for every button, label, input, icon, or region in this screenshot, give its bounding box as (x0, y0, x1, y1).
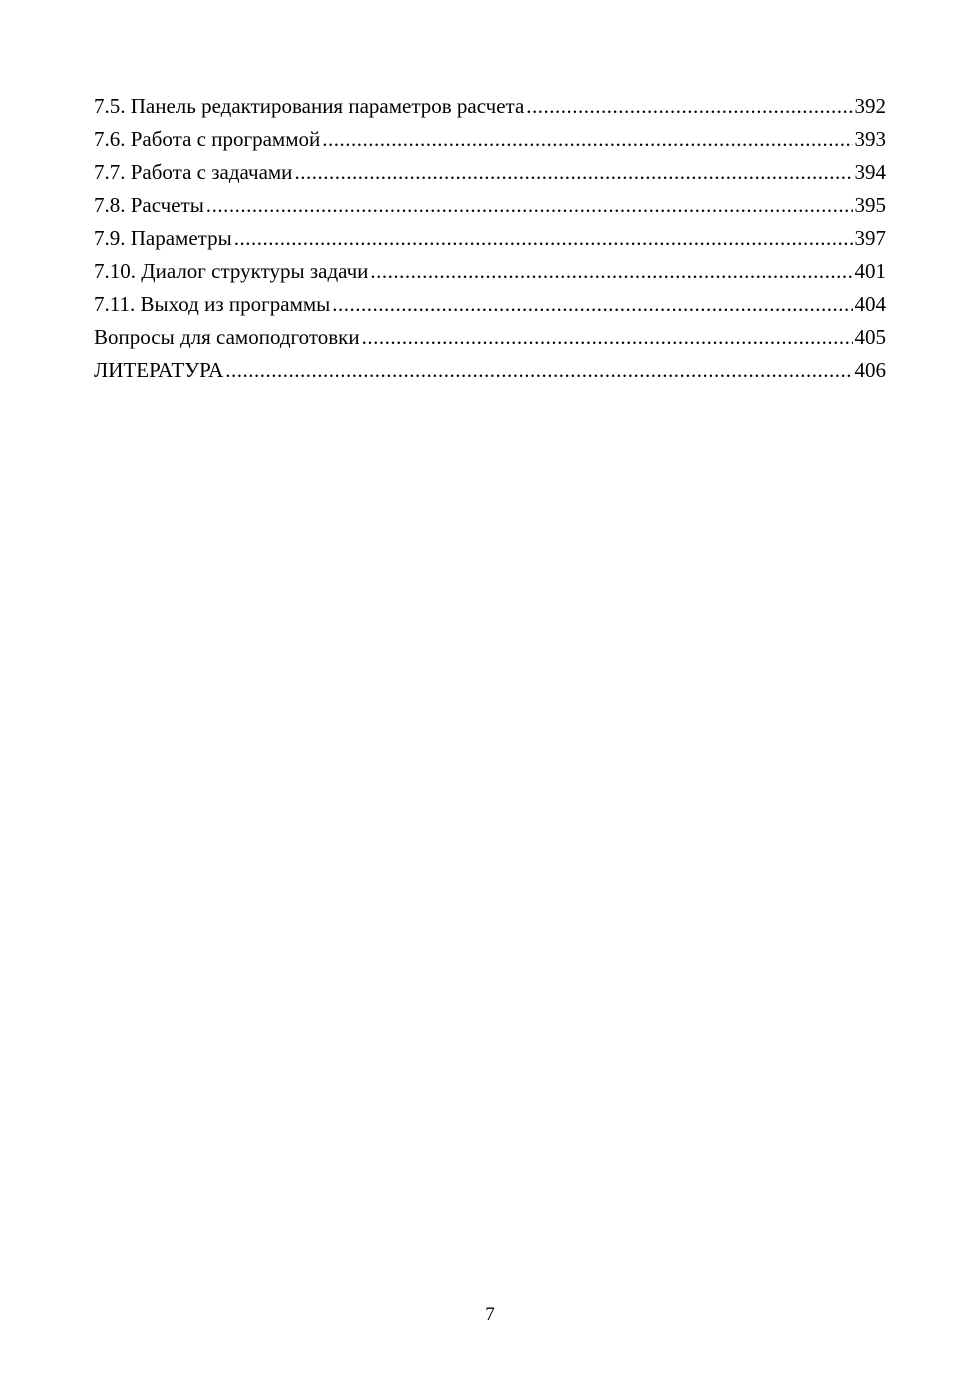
toc-entry-title: 7.10. Диалог структуры задачи (94, 259, 369, 283)
toc-entry[interactable] (94, 189, 886, 222)
toc-entry[interactable] (94, 156, 886, 189)
toc-entry[interactable] (94, 288, 886, 321)
toc-entry-page: 404 (854, 292, 886, 316)
toc-entry-title: ЛИТЕРАТУРА (94, 358, 224, 382)
page-number: 7 (485, 1304, 495, 1325)
toc-entry[interactable] (94, 321, 886, 354)
toc-dot-leader (206, 189, 853, 222)
toc-dot-leader (234, 222, 853, 255)
toc-entry-page: 395 (854, 193, 886, 217)
toc-entry-title: 7.6. Работа с программой (94, 127, 321, 151)
toc-dot-leader (322, 123, 852, 156)
toc-entry[interactable] (94, 354, 886, 387)
toc-entry-page: 392 (854, 94, 886, 118)
toc-entry-title: 7.8. Расчеты (94, 193, 204, 217)
toc-entry-page: 397 (854, 226, 886, 250)
toc-entry-title: 7.11. Выход из программы (94, 292, 331, 316)
toc-entry-page: 394 (854, 160, 886, 184)
toc-dot-leader (225, 354, 852, 387)
toc-entry-title: Вопросы для самоподготовки (94, 325, 360, 349)
toc-entry-page: 393 (854, 127, 886, 151)
toc-dot-leader (332, 288, 852, 321)
toc-entry[interactable] (94, 123, 886, 156)
toc-dot-leader (370, 255, 852, 288)
toc-entry-title: 7.9. Параметры (94, 226, 232, 250)
toc-dot-leader (294, 156, 852, 189)
toc-entry[interactable] (94, 255, 886, 288)
toc-dot-leader (362, 321, 853, 354)
toc-entry-page: 405 (854, 325, 886, 349)
toc-dot-leader (526, 90, 852, 123)
toc-entry[interactable] (94, 222, 886, 255)
table-of-contents (94, 90, 886, 387)
toc-entry-title: 7.5. Панель редактирования параметров расчета (94, 94, 525, 118)
toc-entry-page: 401 (854, 259, 886, 283)
toc-entry-page: 406 (854, 358, 886, 382)
toc-entry[interactable] (94, 90, 886, 123)
toc-entry-title: 7.7. Работа с задачами (94, 160, 293, 184)
